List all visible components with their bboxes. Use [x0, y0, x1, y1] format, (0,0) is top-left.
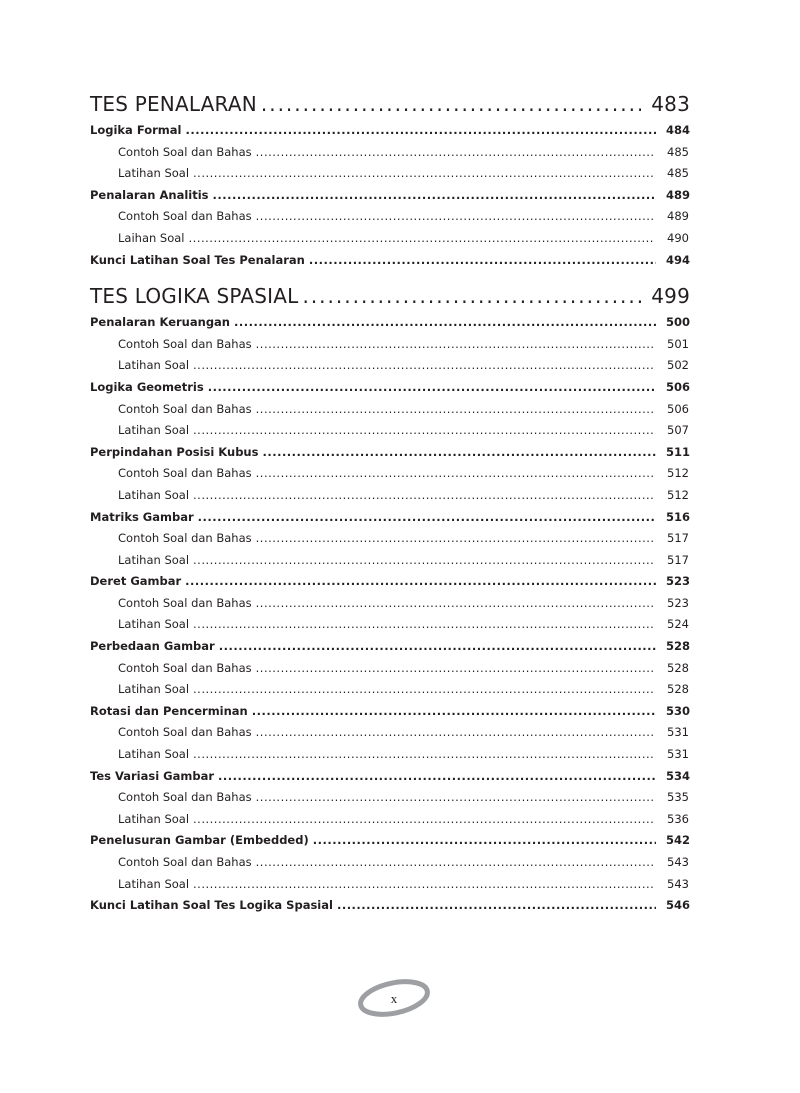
entry-page-number: 530	[665, 703, 690, 718]
dot-leader	[256, 593, 655, 615]
entry-label: Logika Geometris	[90, 379, 204, 394]
entry-label: Latihan Soal	[118, 487, 190, 502]
entry-page-number: 517	[667, 531, 689, 546]
entry-label: Latihan Soal	[118, 423, 190, 438]
entry-page-number: 528	[667, 660, 689, 675]
entry-label: Kunci Latihan Soal Tes Penalaran	[90, 252, 305, 267]
dot-leader	[193, 744, 655, 766]
entry-label: Contoh Soal dan Bahas	[118, 144, 252, 159]
dot-leader	[218, 766, 656, 788]
entry-page-number: 528	[667, 682, 689, 697]
entry-label: Contoh Soal dan Bahas	[118, 209, 252, 224]
entry-page-number: 485	[667, 144, 689, 159]
dot-leader	[193, 163, 655, 185]
entry-page-number: 546	[665, 898, 690, 913]
entry-label: Contoh Soal dan Bahas	[118, 401, 252, 416]
dot-leader	[193, 485, 655, 507]
dot-leader	[256, 658, 655, 680]
entry-page-number: 516	[665, 509, 690, 524]
entry-label: Contoh Soal dan Bahas	[118, 790, 252, 805]
toc-subentry[interactable]	[90, 787, 690, 809]
entry-page-number: 507	[667, 423, 689, 438]
dot-leader	[193, 614, 655, 636]
dot-leader	[252, 701, 656, 723]
entry-label: Latihan Soal	[118, 747, 190, 762]
entry-label: Contoh Soal dan Bahas	[118, 595, 252, 610]
entry-label: Contoh Soal dan Bahas	[118, 725, 252, 740]
toc-subentry[interactable]	[90, 852, 690, 874]
dot-leader	[256, 722, 655, 744]
dot-leader	[213, 185, 656, 207]
section-heading[interactable]	[90, 282, 690, 312]
dot-leader	[198, 507, 656, 529]
dot-leader	[185, 120, 656, 142]
dot-leader	[193, 420, 655, 442]
entry-page-number: 506	[665, 379, 690, 394]
toc-subentry[interactable]	[90, 658, 690, 680]
dot-leader	[189, 228, 655, 250]
dot-leader	[193, 874, 655, 896]
entry-label: Contoh Soal dan Bahas	[118, 855, 252, 869]
dot-leader	[256, 852, 655, 874]
toc-subentry[interactable]	[90, 228, 690, 250]
toc-chapter-entry[interactable]	[90, 830, 690, 852]
dot-leader	[219, 636, 656, 658]
entry-label: Penalaran Analitis	[90, 187, 209, 202]
entry-page-number: 494	[665, 252, 690, 267]
page-numeral: x	[390, 991, 398, 1006]
entry-label: Rotasi dan Pencerminan	[90, 703, 248, 718]
toc-subentry[interactable]	[90, 485, 690, 507]
dot-leader	[256, 528, 655, 550]
section-page-number: 483	[651, 92, 690, 116]
toc-chapter-entry[interactable]	[90, 377, 690, 399]
entry-page-number: 528	[665, 639, 690, 654]
entry-page-number: 490	[667, 230, 689, 245]
entry-page-number: 534	[665, 768, 690, 783]
toc-subentry[interactable]	[90, 614, 690, 636]
entry-label: Penalaran Keruangan	[90, 315, 230, 330]
entry-page-number: 512	[667, 487, 689, 502]
entry-label: Latihan Soal	[118, 358, 190, 373]
entry-page-number: 542	[665, 833, 690, 848]
entry-page-number: 501	[667, 336, 689, 351]
toc-subentry[interactable]	[90, 679, 690, 701]
entry-label: Matriks Gambar	[90, 509, 194, 524]
entry-label: Contoh Soal dan Bahas	[118, 660, 252, 675]
toc-chapter-entry[interactable]	[90, 250, 690, 272]
dot-leader	[234, 312, 656, 334]
dot-leader	[337, 895, 656, 917]
entry-page-number: 489	[665, 187, 690, 202]
toc-subentry[interactable]	[90, 463, 690, 485]
dot-leader	[309, 250, 656, 272]
dot-leader	[256, 142, 655, 164]
entry-page-number: 523	[667, 595, 689, 610]
toc-subentry[interactable]	[90, 593, 690, 615]
dot-leader	[256, 206, 655, 228]
toc-subentry[interactable]	[90, 528, 690, 550]
entry-page-number: 543	[667, 855, 689, 869]
toc-subentry[interactable]	[90, 874, 690, 896]
entry-page-number: 500	[665, 315, 690, 330]
entry-page-number: 484	[665, 123, 690, 137]
toc-subentry[interactable]	[90, 420, 690, 442]
section-title: TES PENALARAN	[90, 92, 257, 116]
toc-chapter-entry[interactable]	[90, 507, 690, 529]
entry-label: Latihan Soal	[118, 617, 190, 632]
toc-chapter-entry[interactable]	[90, 312, 690, 334]
entry-label: Latihan Soal	[118, 552, 190, 567]
dot-leader	[185, 571, 656, 593]
toc-chapter-entry[interactable]	[90, 766, 690, 788]
toc-subentry[interactable]	[90, 722, 690, 744]
toc-chapter-entry[interactable]	[90, 701, 690, 723]
entry-label: Deret Gambar	[90, 574, 182, 589]
dot-leader	[256, 463, 655, 485]
toc-chapter-entry[interactable]	[90, 571, 690, 593]
toc-subentry[interactable]	[90, 399, 690, 421]
entry-page-number: 485	[667, 166, 689, 181]
section-title: TES LOGIKA SPASIAL	[90, 284, 299, 309]
entry-label: Perpindahan Posisi Kubus	[90, 444, 259, 459]
entry-page-number: 512	[667, 466, 689, 481]
entry-page-number: 511	[665, 444, 690, 459]
entry-label: Kunci Latihan Soal Tes Logika Spasial	[90, 898, 333, 913]
section-heading[interactable]	[90, 90, 690, 120]
entry-page-number: 489	[667, 209, 689, 224]
entry-label: Latihan Soal	[118, 682, 190, 697]
toc-subentry[interactable]	[90, 355, 690, 377]
toc-subentry[interactable]	[90, 809, 690, 831]
dot-leader	[262, 442, 656, 464]
dot-leader	[193, 809, 655, 831]
entry-label: Laihan Soal	[118, 230, 185, 245]
toc-subentry[interactable]	[90, 744, 690, 766]
entry-page-number: 523	[665, 574, 690, 589]
dot-leader	[256, 399, 655, 421]
entry-page-number: 517	[667, 552, 689, 567]
toc-subentry[interactable]	[90, 206, 690, 228]
dot-leader	[193, 550, 655, 572]
entry-label: Penelusuran Gambar (Embedded)	[90, 833, 309, 848]
entry-page-number: 531	[667, 747, 689, 762]
entry-label: Latihan Soal	[118, 166, 190, 181]
toc-subentry[interactable]	[90, 142, 690, 164]
section-page-number: 499	[651, 284, 690, 309]
entry-label: Contoh Soal dan Bahas	[118, 336, 252, 351]
dot-leader	[193, 355, 655, 377]
toc-section	[90, 282, 690, 917]
entry-page-number: 524	[667, 617, 689, 632]
toc-chapter-entry[interactable]	[90, 185, 690, 207]
entry-label: Latihan Soal	[118, 811, 190, 826]
toc-section	[90, 90, 690, 271]
entry-page-number: 543	[667, 876, 689, 891]
dot-leader	[302, 282, 641, 310]
toc-subentry[interactable]	[90, 163, 690, 185]
dot-leader	[256, 787, 655, 809]
toc-chapter-entry[interactable]	[90, 636, 690, 658]
entry-page-number: 531	[667, 725, 689, 740]
entry-page-number: 535	[667, 790, 689, 805]
entry-label: Contoh Soal dan Bahas	[118, 531, 252, 546]
toc-chapter-entry[interactable]	[90, 120, 690, 142]
page-number-footer	[356, 978, 432, 1018]
ellipse-ornament-icon	[356, 978, 432, 1018]
entry-page-number: 502	[667, 358, 689, 373]
entry-label: Latihan Soal	[118, 876, 190, 891]
toc-chapter-entry[interactable]	[90, 442, 690, 464]
entry-label: Contoh Soal dan Bahas	[118, 466, 252, 481]
toc-chapter-entry[interactable]	[90, 895, 690, 917]
entry-page-number: 506	[667, 401, 689, 416]
dot-leader	[193, 679, 655, 701]
dot-leader	[313, 830, 656, 852]
entry-label: Perbedaan Gambar	[90, 639, 215, 654]
entry-label: Tes Variasi Gambar	[90, 768, 215, 783]
dot-leader	[208, 377, 656, 399]
entry-label: Logika Formal	[90, 123, 182, 137]
dot-leader	[256, 334, 655, 356]
toc-subentry[interactable]	[90, 334, 690, 356]
toc-subentry[interactable]	[90, 550, 690, 572]
entry-page-number: 536	[667, 811, 689, 826]
dot-leader	[261, 90, 641, 118]
table-of-contents	[90, 90, 690, 928]
